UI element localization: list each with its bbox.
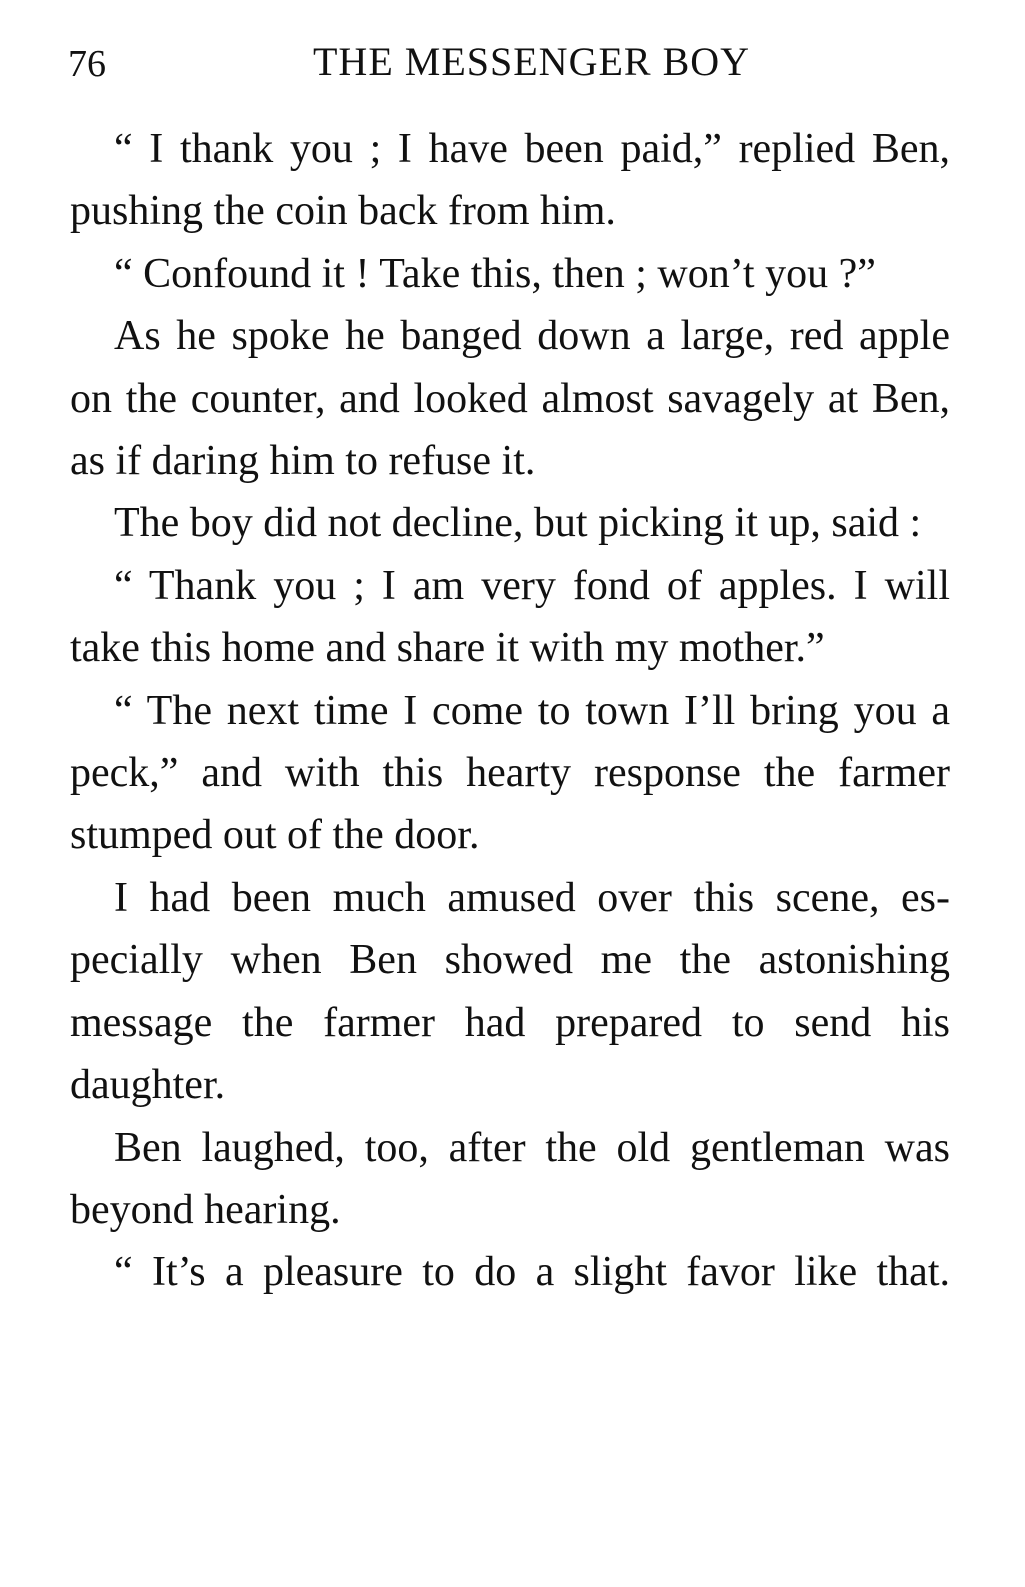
paragraph: As he spoke he banged down a large, red apple on the counter, and looked almost savagely at Ben, as if daring him to refuse it. <box>70 313 950 485</box>
paragraph: “ Thank you ; I am very fond of apples. I will take this home and share it with my mother.” <box>70 562 950 672</box>
paragraph: “ The next time I come to town I’ll bring you a peck,” and with this hearty response the farmer stumped out of the door. <box>70 687 950 859</box>
paragraph: “ I thank you ; I have been paid,” replied Ben, pushing the coin back from him. <box>70 126 950 235</box>
paragraph: The boy did not decline, but picking it up, said : <box>114 500 922 547</box>
paragraph: “ It’s a pleasure to do a slight favor like that. <box>114 1249 950 1296</box>
paragraph: Ben laughed, too, after the old gentleman was beyond hearing. <box>70 1124 950 1233</box>
running-title: THE MESSENGER BOY <box>313 39 751 84</box>
body-text <box>70 118 950 1304</box>
paragraph: I had been much amused over this scene, especially when Ben showed me the astonishing message the farmer had prepared to send his daughter. <box>70 874 950 1109</box>
paragraph: “ Confound it ! Take this, then ; won’t you ?” <box>114 250 876 297</box>
page-header <box>68 36 950 92</box>
page-number: 76 <box>68 43 106 85</box>
